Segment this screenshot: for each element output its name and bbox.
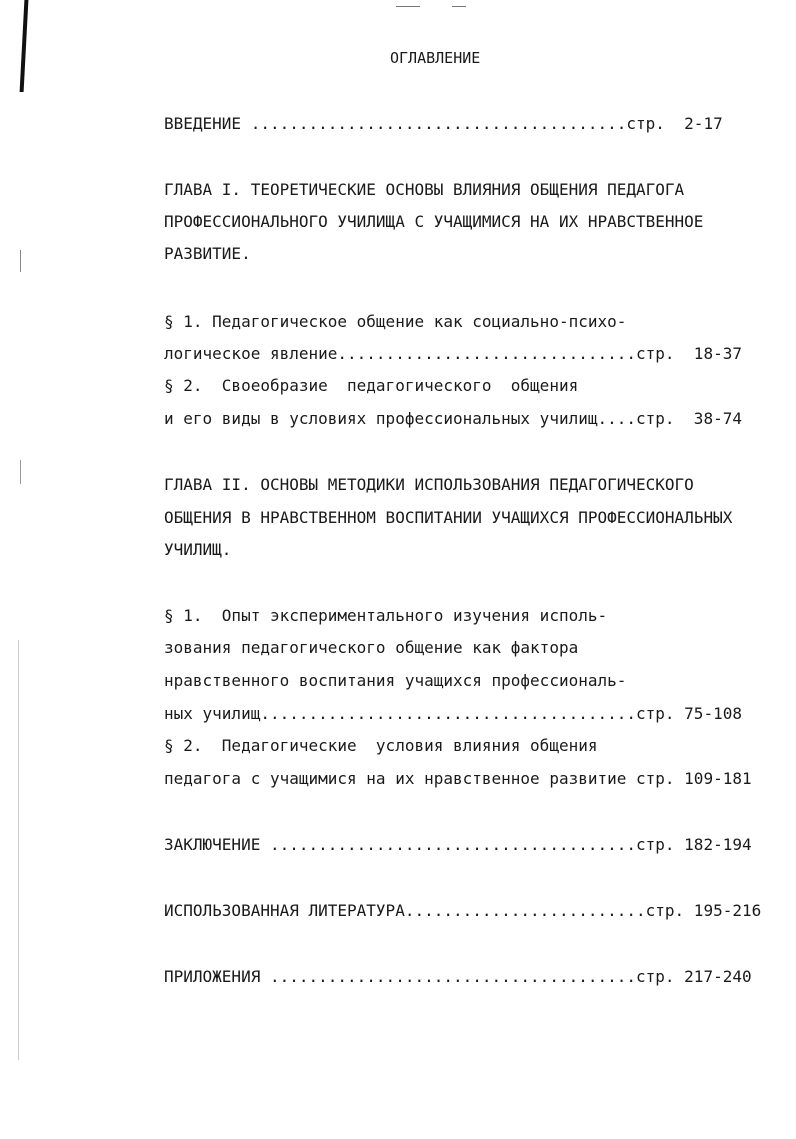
toc-entry: ВВЕДЕНИЕ .......................................стр. 2-17 bbox=[164, 114, 723, 133]
section-entry: § 2. Своеобразие педагогического общения bbox=[164, 376, 579, 395]
section-entry: логическое явление...............................стр. 18-37 bbox=[164, 344, 742, 363]
section-entry: § 1. Опыт экспериментального изучения исполь- bbox=[164, 606, 608, 625]
scan-edge-mark bbox=[20, 460, 21, 484]
section-entry: § 2. Педагогические условия влияния общения bbox=[164, 736, 598, 755]
chapter-heading: ГЛАВА II. ОСНОВЫ МЕТОДИКИ ИСПОЛЬЗОВАНИЯ ПЕДАГОГИЧЕСКОГО bbox=[164, 475, 694, 494]
chapter-heading: РАЗВИТИЕ. bbox=[164, 244, 251, 263]
scan-top-mark bbox=[396, 6, 420, 7]
scan-edge-mark bbox=[20, 0, 29, 92]
chapter-heading: ГЛАВА I. ТЕОРЕТИЧЕСКИЕ ОСНОВЫ ВЛИЯНИЯ ОБЩЕНИЯ ПЕДАГОГА bbox=[164, 180, 685, 199]
section-entry: нравственного воспитания учащихся профессиональ- bbox=[164, 671, 627, 690]
section-entry: и его виды в условиях профессиональных училищ....стр. 38-74 bbox=[164, 409, 742, 428]
section-entry: § 1. Педагогическое общение как социально-психо- bbox=[164, 312, 627, 331]
section-entry: зования педагогического общение как фактора bbox=[164, 638, 579, 657]
toc-entry: ЗАКЛЮЧЕНИЕ ......................................стр. 182-194 bbox=[164, 835, 752, 854]
section-entry: педагога с учащимися на их нравственное развитие стр. 109-181 bbox=[164, 769, 752, 788]
chapter-heading: УЧИЛИЩ. bbox=[164, 540, 232, 559]
section-entry: ных училищ.......................................стр. 75-108 bbox=[164, 704, 742, 723]
toc-entry: ПРИЛОЖЕНИЯ ......................................стр. 217-240 bbox=[164, 967, 752, 986]
chapter-heading: ОБЩЕНИЯ В НРАВСТВЕННОМ ВОСПИТАНИИ УЧАЩИХСЯ ПРОФЕССИОНАЛЬНЫХ bbox=[164, 508, 733, 527]
scan-edge-mark bbox=[20, 250, 21, 272]
chapter-heading: ПРОФЕССИОНАЛЬНОГО УЧИЛИЩА С УЧАЩИМИСЯ НА ИХ НРАВСТВЕННОЕ bbox=[164, 212, 704, 231]
scan-top-mark bbox=[452, 6, 466, 7]
toc-entry: ИСПОЛЬЗОВАННАЯ ЛИТЕРАТУРА.........................стр. 195-216 bbox=[164, 901, 762, 920]
scan-edge-mark bbox=[18, 640, 19, 1060]
page-title: ОГЛАВЛЕНИЕ bbox=[390, 49, 481, 67]
